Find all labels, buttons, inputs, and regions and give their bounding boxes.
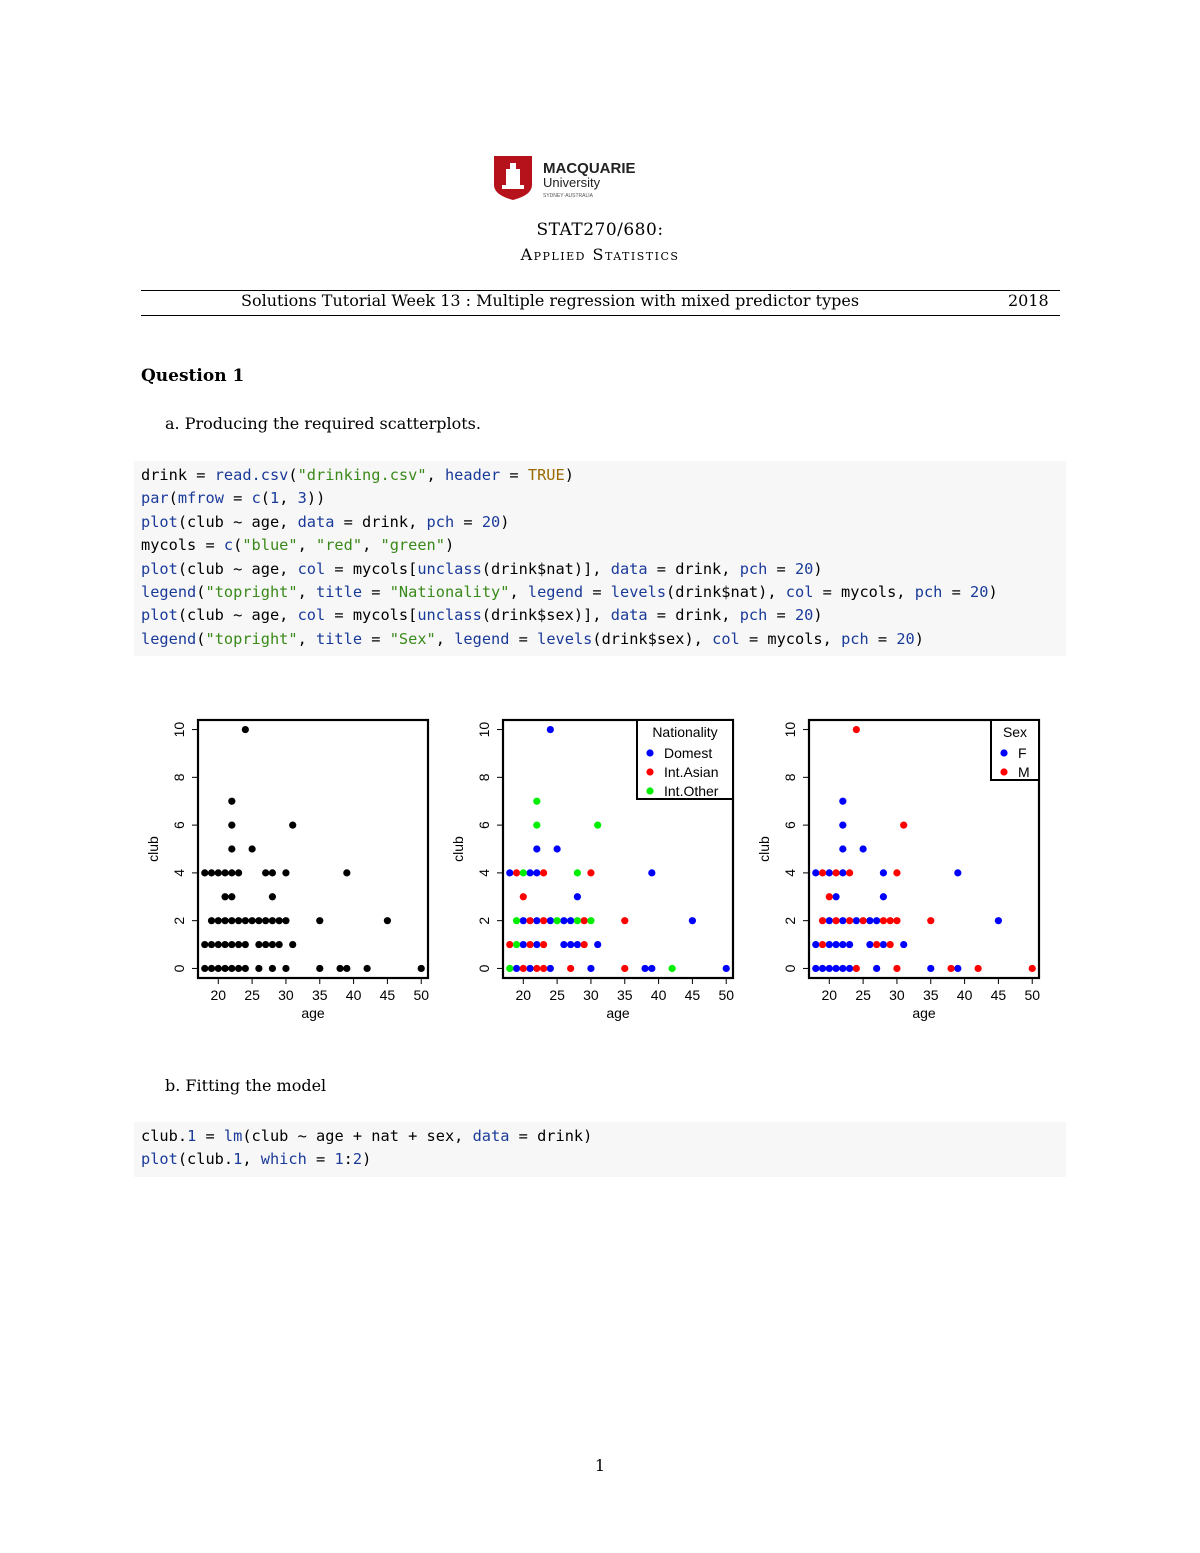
y-tick-label: 6 <box>171 821 187 830</box>
data-point <box>235 917 242 924</box>
data-point <box>269 941 276 948</box>
data-point-int-asian <box>520 965 527 972</box>
course-name: Applied Statistics <box>520 245 680 264</box>
data-point-int-other <box>594 822 601 829</box>
x-tick-label: 25 <box>244 987 260 1003</box>
data-point <box>336 965 343 972</box>
data-point-int-asian <box>540 917 547 924</box>
data-point <box>242 726 249 733</box>
data-point-domest <box>547 917 554 924</box>
data-point-domest <box>648 965 655 972</box>
data-point <box>276 941 283 948</box>
data-point-m <box>846 917 853 924</box>
data-point-f <box>832 941 839 948</box>
university-logo <box>492 155 652 201</box>
code-line: legend("topright", title = "Nationality", legend = levels(drink$nat), col = mycols, pch = 20) <box>141 583 998 602</box>
legend-marker <box>646 749 653 756</box>
data-point-m <box>975 965 982 972</box>
y-tick-label: 2 <box>476 916 492 925</box>
data-point-f <box>812 965 819 972</box>
data-point <box>235 965 242 972</box>
data-point-f <box>826 917 833 924</box>
x-tick-label: 35 <box>311 987 328 1003</box>
data-point <box>235 941 242 948</box>
legend-entry: Domest <box>664 745 713 761</box>
legend <box>637 720 733 799</box>
data-point-m <box>819 917 826 924</box>
data-point-int-other <box>574 869 581 876</box>
data-point <box>208 965 215 972</box>
data-point-f <box>927 965 934 972</box>
data-point-domest <box>513 965 520 972</box>
y-tick-label: 10 <box>782 721 798 738</box>
data-point-domest <box>520 917 527 924</box>
code-line: mycols = c("blue", "red", "green") <box>141 536 455 555</box>
data-point-domest <box>526 965 533 972</box>
data-point-domest <box>526 869 533 876</box>
data-point <box>316 917 323 924</box>
x-axis-label: age <box>301 1005 325 1021</box>
x-tick-label: 25 <box>549 987 565 1003</box>
data-point <box>242 965 249 972</box>
x-tick-label: 45 <box>379 987 396 1003</box>
data-point-domest <box>560 917 567 924</box>
y-axis-label: club <box>756 836 772 862</box>
data-point <box>228 893 235 900</box>
data-point <box>221 893 228 900</box>
data-point-int-other <box>520 869 527 876</box>
legend-marker <box>646 787 653 794</box>
data-point <box>228 845 235 852</box>
data-point <box>343 965 350 972</box>
data-point-f <box>873 965 880 972</box>
x-tick-label: 20 <box>210 987 227 1003</box>
data-point-domest <box>689 917 696 924</box>
data-point-f <box>826 869 833 876</box>
data-point-domest <box>533 917 540 924</box>
data-point-f <box>839 917 846 924</box>
data-point-domest <box>560 941 567 948</box>
data-point <box>289 822 296 829</box>
data-point-domest <box>554 845 561 852</box>
y-tick-label: 2 <box>171 916 187 925</box>
data-point-m <box>853 965 860 972</box>
x-tick-label: 45 <box>990 987 1007 1003</box>
data-point-int-asian <box>526 941 533 948</box>
x-axis-label: age <box>912 1005 936 1021</box>
legend-marker <box>646 768 653 775</box>
data-point-m <box>1029 965 1036 972</box>
data-point-domest <box>574 941 581 948</box>
course-code: STAT270/680: <box>536 220 664 240</box>
data-point-f <box>839 845 846 852</box>
data-point <box>282 965 289 972</box>
data-point <box>208 941 215 948</box>
question-title: Question 1 <box>141 366 245 386</box>
data-point-m <box>832 869 839 876</box>
data-point <box>269 869 276 876</box>
data-point-f <box>839 941 846 948</box>
data-point-f <box>832 893 839 900</box>
data-point-m <box>947 965 954 972</box>
data-point-f <box>812 941 819 948</box>
data-point-f <box>880 941 887 948</box>
legend <box>991 720 1039 780</box>
header-rule-bottom <box>141 315 1060 316</box>
data-point-m <box>853 726 860 733</box>
data-point-f <box>860 845 867 852</box>
data-point <box>255 941 262 948</box>
x-axis-label: age <box>606 1005 630 1021</box>
data-point-domest <box>574 893 581 900</box>
data-point-m <box>893 965 900 972</box>
code-line: drink = read.csv("drinking.csv", header = TRUE) <box>141 466 574 484</box>
data-point-int-other <box>533 798 540 805</box>
x-tick-label: 45 <box>684 987 701 1003</box>
data-point <box>418 965 425 972</box>
data-point <box>384 917 391 924</box>
item-a-text: a. Producing the required scatterplots. <box>165 414 481 433</box>
scatterplot-panel-1 <box>145 720 429 1021</box>
data-point-domest <box>547 726 554 733</box>
data-point <box>228 869 235 876</box>
data-point-m <box>893 869 900 876</box>
code-line: club.1 = lm(club ~ age + nat + sex, data = drink) <box>141 1127 593 1145</box>
tutorial-year: 2018 <box>1008 291 1049 310</box>
data-point-f <box>866 917 873 924</box>
code-line: plot(club.1, which = 1:2) <box>141 1150 372 1169</box>
logo-line1: MACQUARIE <box>543 160 636 177</box>
tutorial-title: Solutions Tutorial Week 13 : Multiple regression with mixed predictor types <box>241 291 860 310</box>
data-point-int-other <box>574 917 581 924</box>
y-tick-label: 2 <box>782 916 798 925</box>
data-point <box>228 822 235 829</box>
logo-line3: SYDNEY·AUSTRALIA <box>543 193 594 199</box>
data-point-int-asian <box>540 869 547 876</box>
x-tick-label: 20 <box>821 987 838 1003</box>
data-point-domest <box>506 869 513 876</box>
x-tick-label: 50 <box>1024 987 1041 1003</box>
legend-title: Sex <box>1002 724 1028 740</box>
data-point-domest <box>641 965 648 972</box>
x-tick-label: 50 <box>718 987 735 1003</box>
data-point <box>228 965 235 972</box>
data-point-f <box>846 965 853 972</box>
data-point-int-other <box>587 917 594 924</box>
data-point <box>262 941 269 948</box>
data-point <box>215 965 222 972</box>
data-point-f <box>954 965 961 972</box>
data-point-f <box>873 917 880 924</box>
x-tick-label: 30 <box>278 987 294 1003</box>
y-tick-label: 10 <box>476 721 492 738</box>
x-tick-label: 40 <box>345 987 362 1003</box>
legend-marker <box>1000 768 1007 775</box>
scatterplot-panel-3 <box>756 720 1040 1021</box>
code-line: plot(club ~ age, data = drink, pch = 20) <box>141 512 510 531</box>
code-block-2 <box>134 1122 1066 1177</box>
data-point-int-asian <box>581 917 588 924</box>
data-point-f <box>839 869 846 876</box>
data-point-f <box>900 941 907 948</box>
data-point <box>201 941 208 948</box>
data-point-f <box>880 893 887 900</box>
data-point-m <box>819 941 826 948</box>
data-point <box>208 869 215 876</box>
data-point-domest <box>594 941 601 948</box>
item-b-text: b. Fitting the model <box>165 1076 327 1095</box>
data-point-domest <box>648 869 655 876</box>
data-point-int-other <box>506 965 513 972</box>
logo-line2: University <box>543 175 601 190</box>
data-point-int-other <box>513 917 520 924</box>
data-point <box>221 941 228 948</box>
data-point <box>269 917 276 924</box>
data-point <box>249 845 256 852</box>
data-point-f <box>826 965 833 972</box>
data-point-int-asian <box>533 965 540 972</box>
legend-title: Nationality <box>652 724 718 740</box>
data-point-f <box>853 917 860 924</box>
data-point-domest <box>533 941 540 948</box>
data-point-int-asian <box>567 965 574 972</box>
data-point <box>316 965 323 972</box>
data-point-m <box>927 917 934 924</box>
data-point-m <box>900 822 907 829</box>
data-point-f <box>812 869 819 876</box>
x-tick-label: 50 <box>413 987 430 1003</box>
y-tick-label: 0 <box>782 964 798 973</box>
legend-marker <box>1000 749 1007 756</box>
code-block-1 <box>134 461 1066 656</box>
data-point-f <box>839 822 846 829</box>
data-point-f <box>839 965 846 972</box>
data-point-f <box>839 798 846 805</box>
data-point-f <box>866 941 873 948</box>
data-point <box>221 917 228 924</box>
y-tick-label: 6 <box>782 821 798 830</box>
data-point-domest <box>533 869 540 876</box>
data-point <box>242 917 249 924</box>
x-tick-label: 35 <box>616 987 633 1003</box>
data-point-int-other <box>533 822 540 829</box>
y-tick-label: 10 <box>171 721 187 738</box>
data-point-f <box>819 965 826 972</box>
data-point-int-asian <box>540 965 547 972</box>
data-point <box>276 917 283 924</box>
data-point <box>215 917 222 924</box>
data-point-m <box>819 869 826 876</box>
data-point <box>242 941 249 948</box>
data-point <box>364 965 371 972</box>
data-point <box>228 941 235 948</box>
code-line: plot(club ~ age, col = mycols[unclass(drink$nat)], data = drink, pch = 20) <box>141 559 823 578</box>
data-point-domest <box>587 965 594 972</box>
data-point <box>255 965 262 972</box>
data-point-int-asian <box>587 869 594 876</box>
data-point-m <box>887 941 894 948</box>
scatterplot-panel-2 <box>450 720 734 1021</box>
legend-entry: Int.Asian <box>664 764 719 780</box>
y-tick-label: 4 <box>476 868 492 877</box>
y-tick-label: 0 <box>476 964 492 973</box>
data-point-int-asian <box>520 893 527 900</box>
data-point-int-other <box>554 917 561 924</box>
y-tick-label: 4 <box>171 868 187 877</box>
data-point <box>221 869 228 876</box>
x-tick-label: 30 <box>889 987 905 1003</box>
data-point <box>269 893 276 900</box>
data-point <box>208 917 215 924</box>
y-tick-label: 8 <box>171 773 187 782</box>
x-tick-label: 25 <box>855 987 871 1003</box>
data-point-m <box>880 917 887 924</box>
data-point-domest <box>567 917 574 924</box>
x-tick-label: 20 <box>515 987 532 1003</box>
data-point <box>228 917 235 924</box>
data-point-int-asian <box>621 965 628 972</box>
scatterplots-figure <box>140 705 1060 1045</box>
y-tick-label: 0 <box>171 964 187 973</box>
data-point <box>249 917 256 924</box>
data-point <box>282 917 289 924</box>
data-point-f <box>846 941 853 948</box>
data-point-m <box>873 941 880 948</box>
data-point-domest <box>723 965 730 972</box>
data-point <box>235 869 242 876</box>
data-point-int-asian <box>581 941 588 948</box>
legend-entry: F <box>1018 745 1027 761</box>
data-point-domest <box>567 941 574 948</box>
data-point-f <box>826 941 833 948</box>
data-point <box>228 798 235 805</box>
data-point-f <box>954 869 961 876</box>
data-point-int-asian <box>540 941 547 948</box>
data-point <box>343 869 350 876</box>
data-point-domest <box>520 941 527 948</box>
data-point <box>221 965 228 972</box>
data-point-m <box>826 893 833 900</box>
data-point-m <box>832 917 839 924</box>
data-point <box>262 869 269 876</box>
y-tick-label: 8 <box>476 773 492 782</box>
data-point <box>262 917 269 924</box>
data-point-int-asian <box>506 941 513 948</box>
data-point-int-asian <box>621 917 628 924</box>
data-point-int-other <box>669 965 676 972</box>
data-point-f <box>832 965 839 972</box>
x-tick-label: 30 <box>583 987 599 1003</box>
legend-entry: Int.Other <box>664 783 719 799</box>
data-point <box>201 965 208 972</box>
data-point <box>201 869 208 876</box>
data-point-m <box>887 917 894 924</box>
data-point-int-asian <box>513 869 520 876</box>
code-line: par(mfrow = c(1, 3)) <box>141 489 326 508</box>
x-tick-label: 40 <box>650 987 667 1003</box>
data-point-int-other <box>513 941 520 948</box>
y-axis-label: club <box>450 836 466 862</box>
page-number: 1 <box>594 1456 606 1475</box>
data-point-domest <box>547 965 554 972</box>
data-point <box>215 941 222 948</box>
x-tick-label: 35 <box>922 987 939 1003</box>
y-axis-label: club <box>145 836 161 862</box>
data-point <box>282 869 289 876</box>
data-point <box>255 917 262 924</box>
data-point-f <box>880 869 887 876</box>
data-point-int-asian <box>526 917 533 924</box>
data-point-m <box>893 917 900 924</box>
data-point <box>289 941 296 948</box>
legend-entry: M <box>1018 764 1030 780</box>
code-line: plot(club ~ age, col = mycols[unclass(drink$sex)], data = drink, pch = 20) <box>141 606 823 625</box>
y-tick-label: 6 <box>476 821 492 830</box>
y-tick-label: 4 <box>782 868 798 877</box>
data-point <box>215 869 222 876</box>
y-tick-label: 8 <box>782 773 798 782</box>
data-point-m <box>860 917 867 924</box>
x-tick-label: 40 <box>956 987 973 1003</box>
data-point-domest <box>533 845 540 852</box>
data-point-m <box>846 869 853 876</box>
data-point <box>269 965 276 972</box>
code-line: legend("topright", title = "Sex", legend = levels(drink$sex), col = mycols, pch = 20) <box>141 629 924 648</box>
data-point-f <box>995 917 1002 924</box>
